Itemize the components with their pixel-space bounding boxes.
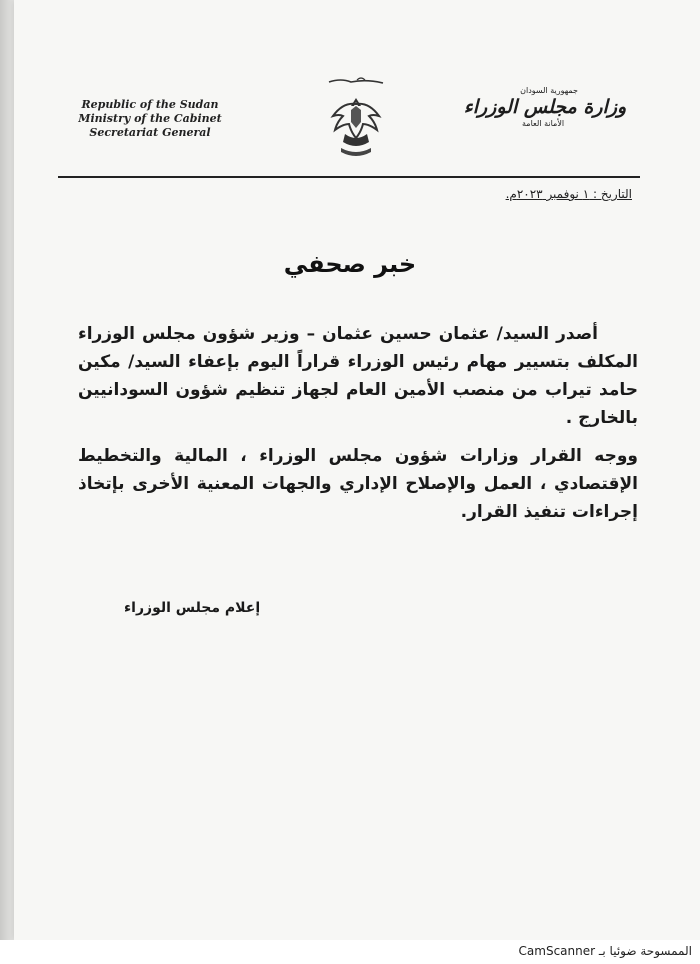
body-paragraph-1: أصدر السيد/ عثمان حسين عثمان – وزير شؤون مجلس الوزراء المكلف بتسيير مهام رئيس الوزراء قراراً اليوم بإعفاء السيد/ مكين حامد تيراب من منصب الأمين العام لجهاز تنظيم شؤون السودانيين بالخارج . xyxy=(78,324,638,428)
header-divider xyxy=(58,176,640,178)
press-release-title: خبر صحفي xyxy=(283,250,417,278)
document-date: التاريخ : ١ نوفمبر ٢٠٢٣م. xyxy=(505,187,632,201)
english-letterhead xyxy=(70,98,230,140)
signature-line: إعلام مجلس الوزراء xyxy=(124,600,261,616)
arabic-letterhead xyxy=(460,86,630,128)
english-letterhead-line-2: Ministry of the Cabinet xyxy=(78,112,222,125)
english-letterhead-line-3: Secretariat General xyxy=(89,126,211,139)
camscanner-label: الممسوحة ضوئيا بـ CamScanner xyxy=(518,944,692,958)
arabic-letterhead-secretariat: الأمانة العامة xyxy=(522,119,565,128)
press-release-body xyxy=(78,320,638,536)
sudan-emblem-icon xyxy=(321,76,391,162)
english-letterhead-line-1: Republic of the Sudan xyxy=(81,98,219,111)
arabic-letterhead-republic: جمهورية السودان xyxy=(520,86,578,95)
arabic-letterhead-ministry: وزارة مجلس الوزراء xyxy=(463,96,627,118)
body-paragraph-2: ووجه القرار وزارات شؤون مجلس الوزراء ، المالية والتخطيط الإقتصادي ، العمل والإصلاح الإداري والجهات المعنية الأخرى بإتخاذ إجراءات تنفيذ القرار. xyxy=(78,446,638,522)
